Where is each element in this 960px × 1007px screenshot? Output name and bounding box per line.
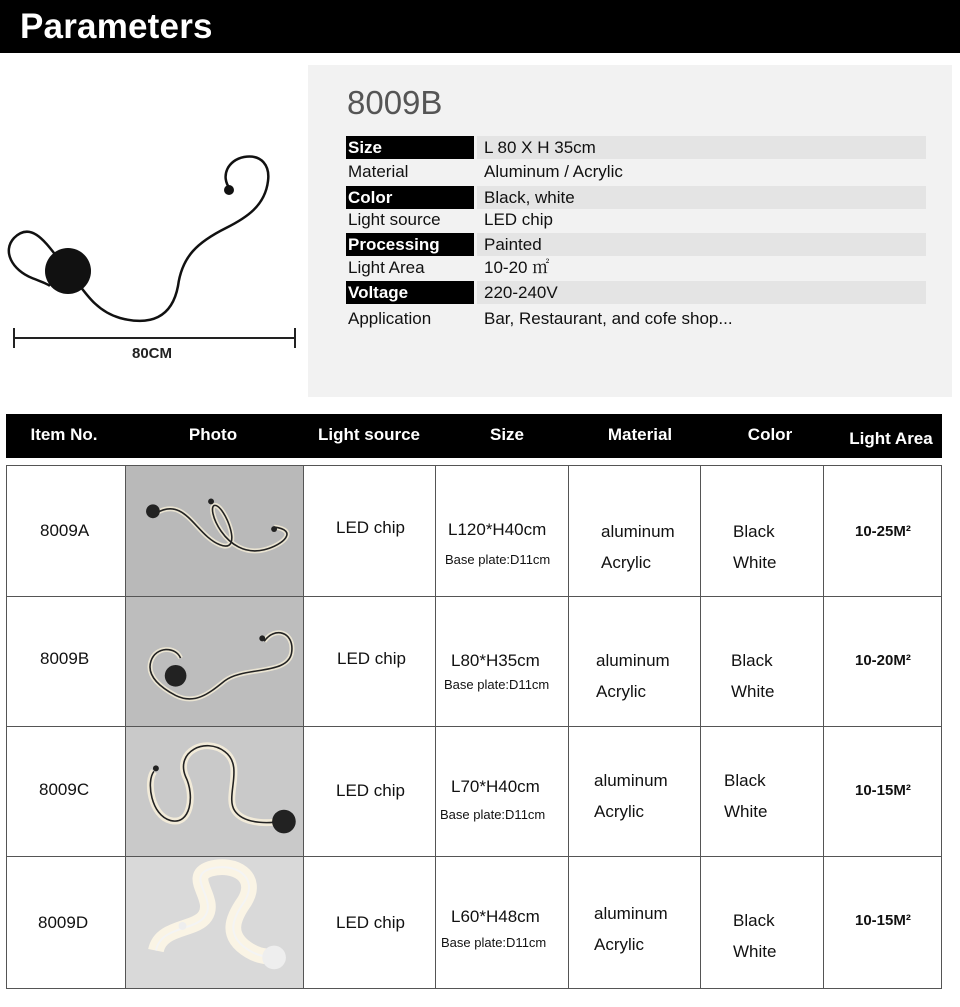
spec-value: Aluminum / Acrylic xyxy=(484,162,623,181)
spec-key: Light Area xyxy=(348,258,425,277)
spec-value: LED chip xyxy=(484,210,553,229)
material-1: aluminum xyxy=(594,904,668,923)
spec-value: L 80 X H 35cm xyxy=(477,136,926,159)
th-item-no: Item No. xyxy=(30,425,98,444)
model-name: 8009B xyxy=(347,84,443,121)
light-area: 10-25M² xyxy=(855,523,911,540)
item-no: 8009C xyxy=(39,780,90,799)
light-area: 10-15M² xyxy=(855,912,911,929)
base-plate: Base plate:D11cm xyxy=(444,677,550,692)
light-area: 10-15M² xyxy=(855,782,911,799)
material-2: Acrylic xyxy=(594,935,645,954)
color-2: White xyxy=(733,553,777,572)
spec-key: Color xyxy=(346,186,474,209)
spec-row-size xyxy=(346,136,926,159)
spec-value: 10-20 ㎡ xyxy=(484,258,550,277)
color-1: Black xyxy=(724,771,766,790)
dimension-label: 80CM xyxy=(131,345,173,362)
spec-key: Size xyxy=(346,136,474,159)
color-1: Black xyxy=(733,522,775,541)
spec-row-color xyxy=(346,186,926,209)
item-no: 8009D xyxy=(38,913,89,932)
color-2: White xyxy=(733,942,777,961)
product-photo-8009d xyxy=(126,857,303,988)
table-header xyxy=(6,414,942,458)
th-light-source: Light source xyxy=(317,425,420,444)
item-no: 8009B xyxy=(40,649,90,668)
color-2: White xyxy=(724,802,768,821)
spec-value: Black, white xyxy=(477,186,926,209)
spec-row-application xyxy=(346,307,926,330)
size: L120*H40cm xyxy=(448,520,547,539)
lamp-illustration xyxy=(0,56,305,396)
color-1: Black xyxy=(731,651,773,670)
spec-value: Painted xyxy=(477,233,926,256)
th-photo: Photo xyxy=(188,425,238,444)
material-2: Acrylic xyxy=(596,682,647,701)
product-photo-8009a xyxy=(126,466,303,596)
spec-key: Processing xyxy=(346,233,474,256)
spec-key: Voltage xyxy=(346,281,474,304)
material-1: aluminum xyxy=(594,771,668,790)
th-color: Color xyxy=(747,425,793,444)
light-source: LED chip xyxy=(337,649,406,668)
spec-row-material xyxy=(346,160,926,183)
material-2: Acrylic xyxy=(601,553,652,572)
spec-row-processing xyxy=(346,233,926,256)
lamp-curve-icon xyxy=(9,157,268,321)
light-source: LED chip xyxy=(336,518,405,537)
th-material: Material xyxy=(607,425,673,444)
item-no: 8009A xyxy=(40,521,90,540)
spec-value: Bar, Restaurant, and cofe shop... xyxy=(484,309,733,328)
page-title: Parameters xyxy=(20,7,213,46)
size: L70*H40cm xyxy=(451,777,540,796)
lamp-end-cap-icon xyxy=(224,185,234,195)
th-light-area: Light Area xyxy=(849,429,933,448)
base-plate: Base plate:D11cm xyxy=(445,552,551,567)
light-source: LED chip xyxy=(336,913,405,932)
material-1: aluminum xyxy=(601,522,675,541)
base-plate: Base plate:D11cm xyxy=(440,807,546,822)
color-1: Black xyxy=(733,911,775,930)
material-1: aluminum xyxy=(596,651,670,670)
light-area: 10-20M² xyxy=(855,652,911,669)
spec-row-light-area xyxy=(346,256,926,279)
spec-key: Application xyxy=(348,309,432,328)
th-size: Size xyxy=(489,425,525,444)
spec-row-light-source xyxy=(346,208,926,231)
lamp-base-plate-icon xyxy=(45,248,91,294)
spec-row-voltage xyxy=(346,281,926,304)
size: L80*H35cm xyxy=(451,651,540,670)
product-photo-8009c xyxy=(126,727,303,856)
spec-key: Light source xyxy=(348,210,441,229)
light-source: LED chip xyxy=(336,781,405,800)
spec-key: Material xyxy=(348,162,409,181)
size: L60*H48cm xyxy=(451,907,540,926)
spec-value: 220-240V xyxy=(477,281,926,304)
color-2: White xyxy=(731,682,775,701)
product-photo-8009b xyxy=(126,597,303,726)
header-bar xyxy=(0,0,960,53)
material-2: Acrylic xyxy=(594,802,645,821)
base-plate: Base plate:D11cm xyxy=(441,935,547,950)
